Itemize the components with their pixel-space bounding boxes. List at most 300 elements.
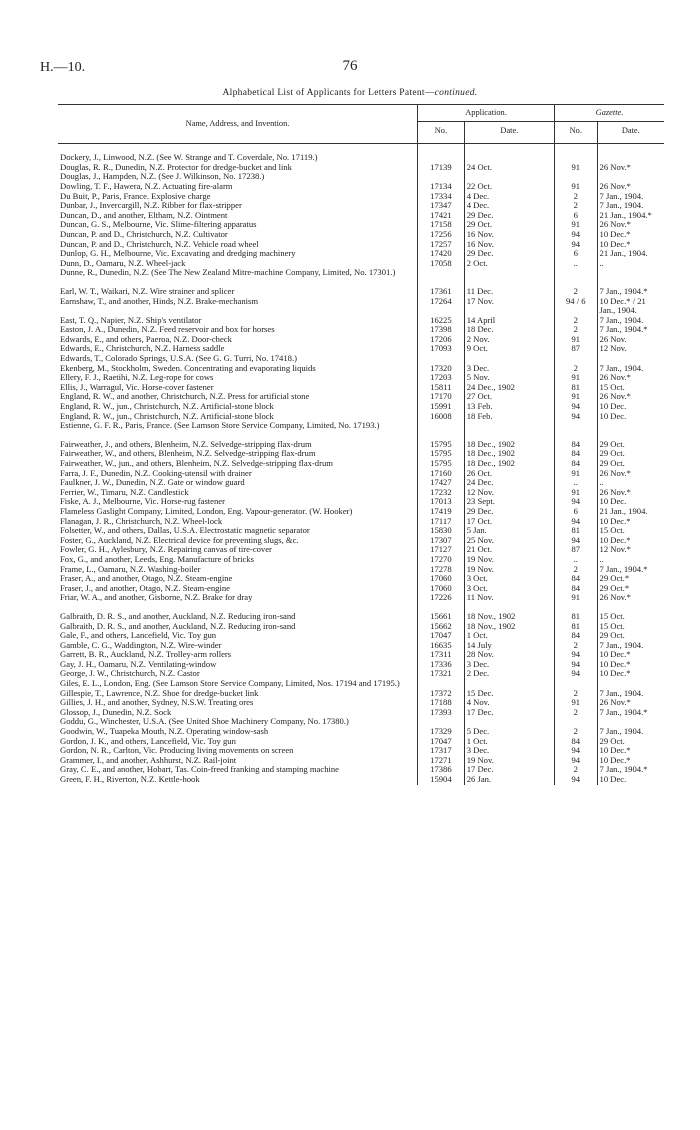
application-number-cell: 17311 (418, 650, 465, 660)
application-date-cell: 22 Oct. (464, 182, 554, 192)
gazette-number-cell: 2 (555, 364, 598, 374)
gazette-number-cell: 94 (555, 660, 598, 670)
applicant-cell: Duncan, D., and another, Eltham, N.Z. Ointment (60, 209, 228, 220)
application-number-cell: 16635 (418, 641, 465, 651)
table-row (58, 421, 664, 431)
applicant-cell: Fowler, G. H., Aylesbury, N.Z. Repairing canvas of tire-cover (60, 544, 272, 555)
application-date-cell: 13 Feb. (464, 402, 554, 412)
column-header-name: Name, Address, and Invention. (58, 105, 418, 144)
applicant-cell: Edwards, E., and others, Paeroa, N.Z. Door-check (60, 333, 232, 344)
application-number-cell: 15795 (418, 449, 465, 459)
gazette-date-cell: 26 Nov.* (597, 698, 664, 708)
application-number-cell: 17160 (418, 469, 465, 479)
gazette-number-cell: 94 (555, 402, 598, 412)
applicant-cell: Gamble, C. G., Waddington, N.Z. Wire-winder (60, 639, 222, 650)
gazette-date-cell: 12 Nov. (597, 344, 664, 354)
application-number-cell: 17361 (418, 287, 465, 297)
application-date-cell: 3 Oct. (464, 584, 554, 594)
gazette-number-cell (555, 268, 598, 278)
application-date-cell: 3 Dec. (464, 746, 554, 756)
gazette-date-cell: 10 Dec.* (597, 517, 664, 527)
gazette-date-cell: 15 Oct. (597, 622, 664, 632)
gazette-date-cell: 10 Dec. (597, 402, 664, 412)
gazette-number-cell: 2 (555, 325, 598, 335)
gazette-number-cell: 2 (555, 287, 598, 297)
application-date-cell: 5 Dec. (464, 727, 554, 737)
application-number-cell: 17134 (418, 182, 465, 192)
applicant-cell: Flameless Gaslight Company, Limited, London, Eng. Vapour-generator. (W. Hooker) (60, 505, 353, 516)
application-date-cell: 16 Nov. (464, 240, 554, 250)
applicant-cell: Gillies, J. H., and another, Sydney, N.S.W. Treating ores (60, 697, 254, 708)
gazette-date-cell: 10 Dec.* (597, 660, 664, 670)
gazette-number-cell: 6 (555, 211, 598, 221)
application-date-cell: 17 Dec. (464, 765, 554, 775)
application-number-cell: 17139 (418, 163, 465, 173)
application-number-cell: 17264 (418, 297, 465, 316)
application-date-cell: 17 Oct. (464, 517, 554, 527)
application-date-cell: 24 Dec. (464, 478, 554, 488)
application-date-cell (464, 421, 554, 431)
application-date-cell: 19 Nov. (464, 756, 554, 766)
gazette-number-cell: 2 (555, 689, 598, 699)
application-number-cell: 17206 (418, 335, 465, 345)
gazette-number-cell: 94 / 6 (555, 297, 598, 316)
gazette-date-cell: 7 Jan., 1904.* (597, 287, 664, 297)
applicant-cell: England, R. W., and another, Christchurch, N.Z. Press for artificial stone (60, 391, 310, 402)
application-number-cell: 17013 (418, 497, 465, 507)
column-header-gazette: Gazette. (555, 105, 665, 122)
application-number-cell: 17372 (418, 689, 465, 699)
gazette-number-cell: 87 (555, 545, 598, 555)
application-number-cell: 17158 (418, 220, 465, 230)
gazette-date-cell: 10 Dec. (597, 412, 664, 422)
applicant-cell: Earl, W. T., Waikari, N.Z. Wire strainer and splicer (60, 285, 235, 296)
application-date-cell: 14 July (464, 641, 554, 651)
application-number-cell: 17329 (418, 727, 465, 737)
patent-applicants-table (58, 104, 664, 785)
applicant-cell: Estienne, G. F. R., Paris, France. (See Lamson Store Service Company, Limited, No. 17193.) (60, 420, 380, 431)
gazette-date-cell: 29 Oct.* (597, 574, 664, 584)
applicant-cell: Fox, G., and another, Leeds, Eng. Manufacture of bricks (60, 553, 254, 564)
application-date-cell: 19 Nov. (464, 565, 554, 575)
gazette-number-cell: 91 (555, 163, 598, 173)
application-date-cell: 14 April (464, 316, 554, 326)
gazette-number-cell: 91 (555, 488, 598, 498)
application-date-cell: 19 Nov. (464, 555, 554, 565)
application-number-cell: 17421 (418, 211, 465, 221)
table-row (58, 297, 664, 316)
applicant-cell: Douglas, J., Hampden, N.Z. (See J. Wilkinson, No. 17238.) (60, 171, 265, 182)
application-number-cell: 16008 (418, 412, 465, 422)
application-date-cell: 18 Nov., 1902 (464, 612, 554, 622)
gazette-number-cell: 91 (555, 698, 598, 708)
application-date-cell: 25 Nov. (464, 536, 554, 546)
gazette-number-cell: 84 (555, 574, 598, 584)
applicant-cell: Friar, W. A., and another, Gisborne, N.Z. Brake for dray (60, 592, 253, 603)
application-number-cell: 17278 (418, 565, 465, 575)
application-date-cell: 15 Dec. (464, 689, 554, 699)
gazette-number-cell: 84 (555, 631, 598, 641)
application-number-cell: 15904 (418, 775, 465, 785)
gazette-date-cell: .. (597, 555, 664, 565)
application-date-cell: 18 Dec., 1902 (464, 459, 554, 469)
applicant-cell: Flanagan, J. R., Christchurch, N.Z. Wheel-lock (60, 515, 223, 526)
application-date-cell: 17 Dec. (464, 708, 554, 718)
gazette-date-cell (597, 421, 664, 431)
gazette-date-cell: 26 Nov.* (597, 182, 664, 192)
application-date-cell: 5 Nov. (464, 373, 554, 383)
applicant-cell: Duncan, G. S., Melbourne, Vic. Slime-filtering apparatus (60, 219, 257, 230)
applicant-cell: Fraser, A., and another, Otago, N.Z. Steam-engine (60, 573, 233, 584)
gazette-date-cell (597, 268, 664, 278)
application-number-cell: 17203 (418, 373, 465, 383)
gazette-date-cell: 10 Dec.* (597, 650, 664, 660)
gazette-date-cell: 26 Nov.* (597, 392, 664, 402)
gazette-date-cell: 26 Nov.* (597, 488, 664, 498)
applicant-cell: Gay, J. H., Oamaru, N.Z. Ventilating-window (60, 658, 217, 669)
application-number-cell: 17256 (418, 230, 465, 240)
applicant-cell: Gray, C. E., and another, Hobart, Tas. Coin-freed franking and stamping machine (60, 764, 339, 775)
column-header-gazette-no: No. (555, 121, 598, 144)
application-date-cell: 1 Oct. (464, 631, 554, 641)
application-date-cell: 18 Dec. (464, 325, 554, 335)
gazette-number-cell: 94 (555, 517, 598, 527)
gazette-date-cell: 29 Oct. (597, 631, 664, 641)
application-date-cell: 5 Jan. (464, 526, 554, 536)
applicant-cell: Fiske, A. J., Melbourne, Vic. Horse-rug fastener (60, 496, 225, 507)
application-date-cell: 18 Dec., 1902 (464, 440, 554, 450)
application-number-cell: 15662 (418, 622, 465, 632)
application-number-cell: 17232 (418, 488, 465, 498)
application-number-cell: 17317 (418, 746, 465, 756)
applicant-cell: Dunn, D., Oamaru, N.Z. Wheel-jack (60, 257, 186, 268)
column-header-gazette-date: Date. (597, 121, 664, 144)
application-date-cell: 12 Nov. (464, 488, 554, 498)
gazette-number-cell: .. (555, 478, 598, 488)
applicant-cell: Du Buit, P., Paris, France. Explosive charge (60, 190, 211, 201)
applicant-cell: Ellis, J., Warragul, Vic. Horse-cover fastener (60, 381, 214, 392)
application-date-cell: 17 Nov. (464, 297, 554, 316)
page-number: 76 (342, 58, 358, 74)
gazette-number-cell: 94 (555, 756, 598, 766)
application-date-cell: 28 Nov. (464, 650, 554, 660)
applicant-cell: England, R. W., jun., Christchurch, N.Z. Artificial-stone block (60, 401, 274, 412)
applicant-cell: Frame, L., Oamaru, N.Z. Washing-boiler (60, 563, 201, 574)
applicant-cell: Douglas, R. R., Dunedin, N.Z. Protector for dredge-bucket and link (60, 161, 292, 172)
gazette-date-cell: 7 Jan., 1904. (597, 201, 664, 211)
application-number-cell: 17117 (418, 517, 465, 527)
application-number-cell: 17127 (418, 545, 465, 555)
application-number-cell: 17060 (418, 584, 465, 594)
gazette-number-cell: 81 (555, 526, 598, 536)
application-date-cell: 3 Dec. (464, 364, 554, 374)
gazette-date-cell: 10 Dec.* (597, 230, 664, 240)
gazette-number-cell (555, 421, 598, 431)
applicant-cell: Fairweather, W., jun., and others, Blenheim, N.Z. Selvedge-stripping flax-drum (60, 458, 333, 468)
gazette-number-cell: 94 (555, 650, 598, 660)
applicant-cell: Ekenberg, M., Stockholm, Sweden. Concentrating and evaporating liquids (60, 362, 316, 373)
gazette-number-cell: 94 (555, 240, 598, 250)
gazette-date-cell: 7 Jan., 1904. (597, 192, 664, 202)
gazette-date-cell: 26 Nov.* (597, 220, 664, 230)
gazette-date-cell: 12 Nov.* (597, 545, 664, 555)
applicant-cell: Goddu, G., Winchester, U.S.A. (See United Shoe Machinery Company, No. 17380.) (60, 716, 349, 727)
applicant-cell: Dunne, R., Dunedin, N.Z. (See The New Zealand Mitre-machine Company, Limited, No. 17301.) (60, 267, 396, 278)
title-text: Alphabetical List of Applicants for Letters Patent— (222, 88, 435, 98)
applicant-cell: Fairweather, W., and others, Blenheim, N.Z. Selvedge-stripping flax-drum (60, 448, 316, 459)
gazette-number-cell: 2 (555, 641, 598, 651)
application-date-cell: 11 Nov. (464, 593, 554, 603)
application-number-cell: 15795 (418, 440, 465, 450)
application-date-cell: 27 Oct. (464, 392, 554, 402)
gazette-date-cell: 7 Jan., 1904.* (597, 325, 664, 335)
application-number-cell: 17047 (418, 737, 465, 747)
gazette-date-cell: 29 Oct.* (597, 584, 664, 594)
gazette-date-cell: .. (597, 259, 664, 269)
gazette-date-cell: 26 Nov.* (597, 163, 664, 173)
gazette-number-cell: 2 (555, 565, 598, 575)
application-date-cell: 26 Oct. (464, 469, 554, 479)
applicant-cell: Giles, E. L., London, Eng. (See Lamson Store Service Company, Limited, Nos. 17194 and 17195.) (60, 678, 400, 689)
gazette-number-cell: .. (555, 555, 598, 565)
gazette-date-cell: 10 Dec. (597, 497, 664, 507)
applicant-cell: Gale, F., and others, Lancefield, Vic. Toy gun (60, 630, 217, 641)
gazette-date-cell: 15 Oct. (597, 526, 664, 536)
applicant-cell: Earnshaw, T., and another, Hinds, N.Z. Brake-mechanism (60, 295, 259, 306)
application-number-cell: 15811 (418, 383, 465, 393)
application-date-cell: 11 Dec. (464, 287, 554, 297)
gazette-number-cell: 84 (555, 440, 598, 450)
application-date-cell: 24 Oct. (464, 163, 554, 173)
applicant-cell: Duncan, P. and D., Christchurch, N.Z. Cultivator (60, 228, 228, 239)
application-number-cell: 17386 (418, 765, 465, 775)
report-reference: H.—10. (40, 60, 86, 75)
applicant-cell: Ferrier, W., Timaru, N.Z. Candlestick (60, 486, 189, 497)
gazette-number-cell: 2 (555, 192, 598, 202)
gazette-number-cell: 94 (555, 536, 598, 546)
gazette-number-cell: 81 (555, 383, 598, 393)
application-number-cell (418, 268, 465, 278)
applicant-cell: East, T. Q., Napier, N.Z. Ship's ventilator (60, 314, 202, 325)
gazette-date-cell: 29 Oct. (597, 440, 664, 450)
application-date-cell: 24 Dec., 1902 (464, 383, 554, 393)
applicant-cell: England, R. W., jun., Christchurch, N.Z. Artificial-stone block (60, 410, 274, 421)
gazette-number-cell: 94 (555, 775, 598, 785)
gazette-number-cell: 94 (555, 669, 598, 679)
gazette-number-cell: 84 (555, 737, 598, 747)
applicant-cell: Ellery, F. J., Raetihi, N.Z. Leg-rope for cows (60, 372, 214, 383)
application-date-cell: 2 Nov. (464, 335, 554, 345)
gazette-date-cell: 7 Jan., 1904. (597, 727, 664, 737)
applicant-cell: Fraser, J., and another, Otago, N.Z. Steam-engine (60, 582, 230, 593)
application-date-cell: 18 Dec., 1902 (464, 449, 554, 459)
gazette-date-cell: 29 Oct. (597, 459, 664, 469)
application-number-cell: 17257 (418, 240, 465, 250)
gazette-date-cell: 10 Dec.* (597, 536, 664, 546)
gazette-date-cell: 10 Dec.* (597, 240, 664, 250)
gazette-number-cell: 91 (555, 469, 598, 479)
application-number-cell: 17336 (418, 660, 465, 670)
gazette-number-cell: 2 (555, 708, 598, 718)
gazette-date-cell: 10 Dec.* / 21 Jan., 1904. (597, 297, 664, 316)
applicant-cell: Duncan, P. and D., Christchurch, N.Z. Vehicle road wheel (60, 238, 259, 249)
gazette-number-cell: 94 (555, 746, 598, 756)
gazette-number-cell: 91 (555, 220, 598, 230)
table-row (58, 593, 664, 603)
application-number-cell: 17170 (418, 392, 465, 402)
applicant-cell: Dunbar, J., Invercargill, N.Z. Ribber for flax-stripper (60, 200, 242, 211)
application-date-cell: 4 Dec. (464, 192, 554, 202)
gazette-date-cell: 21 Jan., 1904. (597, 249, 664, 259)
application-date-cell: 29 Oct. (464, 220, 554, 230)
applicant-cell: Grammer, I., and another, Ashhurst, N.Z. Rail-joint (60, 754, 237, 765)
application-number-cell: 17188 (418, 698, 465, 708)
applicant-cell: Folsetter, W., and others, Dallas, U.S.A. Electrostatic magnetic separator (60, 525, 310, 536)
applicant-cell: Glossop, J., Dunedin, N.Z. Sock (60, 706, 172, 717)
gazette-date-cell: 26 Nov.* (597, 469, 664, 479)
gazette-date-cell: 7 Jan., 1904.* (597, 765, 664, 775)
gazette-date-cell: .. (597, 478, 664, 488)
gazette-date-cell: 10 Dec.* (597, 746, 664, 756)
application-date-cell: 2 Dec. (464, 669, 554, 679)
application-number-cell: 17427 (418, 478, 465, 488)
gazette-date-cell: 26 Nov.* (597, 373, 664, 383)
applicant-cell: Farra, J. F., Dunedin, N.Z. Cooking-utensil with drainer (60, 467, 252, 478)
table-row (58, 775, 664, 785)
gazette-number-cell: 94 (555, 412, 598, 422)
table-body (58, 144, 664, 785)
column-header-app-date: Date. (464, 121, 554, 144)
application-date-cell: 4 Dec. (464, 201, 554, 211)
applicant-cell: Faulkner, J. W., Dunedin, N.Z. Gate or window guard (60, 477, 245, 488)
application-number-cell: 15991 (418, 402, 465, 412)
gazette-number-cell: 2 (555, 727, 598, 737)
gazette-date-cell: 15 Oct. (597, 383, 664, 393)
application-number-cell: 17419 (418, 507, 465, 517)
gazette-number-cell: 6 (555, 249, 598, 259)
application-date-cell: 23 Sept. (464, 497, 554, 507)
application-date-cell (464, 268, 554, 278)
gazette-date-cell: 15 Oct. (597, 612, 664, 622)
applicant-cell: Garrett, B. R., Auckland, N.Z. Trolley-arm rollers (60, 649, 232, 660)
gazette-date-cell: 29 Oct. (597, 737, 664, 747)
applicant-cell: Fairweather, J., and others, Blenheim, N.Z. Selvedge-stripping flax-drum (60, 438, 312, 449)
gazette-number-cell: 91 (555, 392, 598, 402)
applicant-cell: Dockery, J., Linwood, N.Z. (See W. Strange and T. Coverdale, No. 17119.) (60, 152, 318, 163)
gazette-date-cell: 10 Dec.* (597, 756, 664, 766)
gazette-number-cell: 2 (555, 201, 598, 211)
gazette-date-cell: 21 Jan., 1904.* (597, 211, 664, 221)
gazette-number-cell: 91 (555, 335, 598, 345)
gazette-number-cell: 94 (555, 497, 598, 507)
applicant-cell: Galbraith, D. R. S., and another, Auckland, N.Z. Reducing iron-sand (60, 610, 296, 621)
application-number-cell: 17060 (418, 574, 465, 584)
application-date-cell: 18 Nov., 1902 (464, 622, 554, 632)
gazette-number-cell: 91 (555, 182, 598, 192)
application-date-cell: 4 Nov. (464, 698, 554, 708)
gazette-date-cell: 29 Oct. (597, 449, 664, 459)
application-date-cell: 1 Oct. (464, 737, 554, 747)
application-date-cell: 2 Oct. (464, 259, 554, 269)
applicant-cell: Foster, G., Auckland, N.Z. Electrical device for preventing slugs, &c. (60, 534, 299, 545)
gazette-number-cell: 84 (555, 584, 598, 594)
applicant-cell: Goodwin, W., Tuapeka Mouth, N.Z. Operating window-sash (60, 726, 269, 737)
application-date-cell: 3 Oct. (464, 574, 554, 584)
gazette-number-cell: 87 (555, 344, 598, 354)
application-date-cell: 29 Dec. (464, 249, 554, 259)
application-number-cell: 17420 (418, 249, 465, 259)
applicant-cell: Green, F. H., Riverton, N.Z. Kettle-hook (60, 774, 200, 784)
gazette-date-cell: 10 Dec.* (597, 669, 664, 679)
application-date-cell: 21 Oct. (464, 545, 554, 555)
page-title (0, 88, 700, 98)
gazette-number-cell: 94 (555, 230, 598, 240)
applicant-cell: Gordon, N. R., Carlton, Vic. Producing living movements on screen (60, 745, 294, 756)
application-date-cell: 3 Dec. (464, 660, 554, 670)
application-number-cell: 15795 (418, 459, 465, 469)
gazette-number-cell: 91 (555, 373, 598, 383)
applicant-cell: Galbraith, D. R. S., and another, Auckland, N.Z. Reducing iron-sand (60, 620, 296, 631)
applicant-cell: Edwards, T., Colorado Springs, U.S.A. (See G. G. Turri, No. 17418.) (60, 353, 297, 364)
applicant-cell: Gillespie, T., Lawrence, N.Z. Shoe for dredge-bucket link (60, 687, 259, 698)
application-number-cell: 17320 (418, 364, 465, 374)
application-date-cell: 26 Jan. (464, 775, 554, 785)
applicant-cell: Dowling, T. F., Hawera, N.Z. Actuating fire-alarm (60, 180, 233, 191)
application-number-cell: 16225 (418, 316, 465, 326)
application-number-cell: 17271 (418, 756, 465, 766)
gazette-date-cell: 7 Jan., 1904. (597, 689, 664, 699)
application-number-cell: 15830 (418, 526, 465, 536)
gazette-date-cell: 7 Jan., 1904. (597, 641, 664, 651)
application-date-cell: 9 Oct. (464, 344, 554, 354)
gazette-date-cell: 26 Nov. (597, 335, 664, 345)
applicant-cell: Dunlop, G. H., Melbourne, Vic. Excavating and dredging machinery (60, 248, 296, 259)
column-header-app-no: No. (418, 121, 465, 144)
application-number-cell: 17270 (418, 555, 465, 565)
application-date-cell: 18 Feb. (464, 412, 554, 422)
application-date-cell: 16 Nov. (464, 230, 554, 240)
gazette-number-cell: 81 (555, 612, 598, 622)
gazette-date-cell: 7 Jan., 1904.* (597, 708, 664, 718)
gazette-number-cell: 2 (555, 765, 598, 775)
application-number-cell: 17226 (418, 593, 465, 603)
gazette-date-cell: 7 Jan., 1904.* (597, 565, 664, 575)
application-date-cell: 29 Dec. (464, 211, 554, 221)
application-number-cell: 17093 (418, 344, 465, 354)
table-row (58, 268, 664, 278)
gazette-number-cell: 81 (555, 622, 598, 632)
gazette-date-cell: 7 Jan., 1904. (597, 316, 664, 326)
applicant-cell: Gordon, J. K., and others, Lancefield, Vic. Toy gun (60, 735, 236, 746)
gazette-date-cell: 26 Nov.* (597, 593, 664, 603)
application-number-cell: 17347 (418, 201, 465, 211)
applicant-cell: George, J. W., Christchurch, N.Z. Castor (60, 668, 200, 679)
gazette-date-cell: 21 Jan., 1904. (597, 507, 664, 517)
application-number-cell: 17047 (418, 631, 465, 641)
title-continued: continued. (434, 88, 478, 98)
application-number-cell: 17058 (418, 259, 465, 269)
application-number-cell: 17307 (418, 536, 465, 546)
gazette-date-cell: 7 Jan., 1904. (597, 364, 664, 374)
gazette-number-cell: .. (555, 259, 598, 269)
application-number-cell: 17398 (418, 325, 465, 335)
applicant-cell: Easton, J. A., Dunedin, N.Z. Feed reservoir and box for horses (60, 324, 275, 335)
gazette-number-cell: 84 (555, 459, 598, 469)
column-header-application: Application. (418, 105, 555, 122)
application-number-cell: 17393 (418, 708, 465, 718)
application-number-cell: 17321 (418, 669, 465, 679)
gazette-number-cell: 6 (555, 507, 598, 517)
